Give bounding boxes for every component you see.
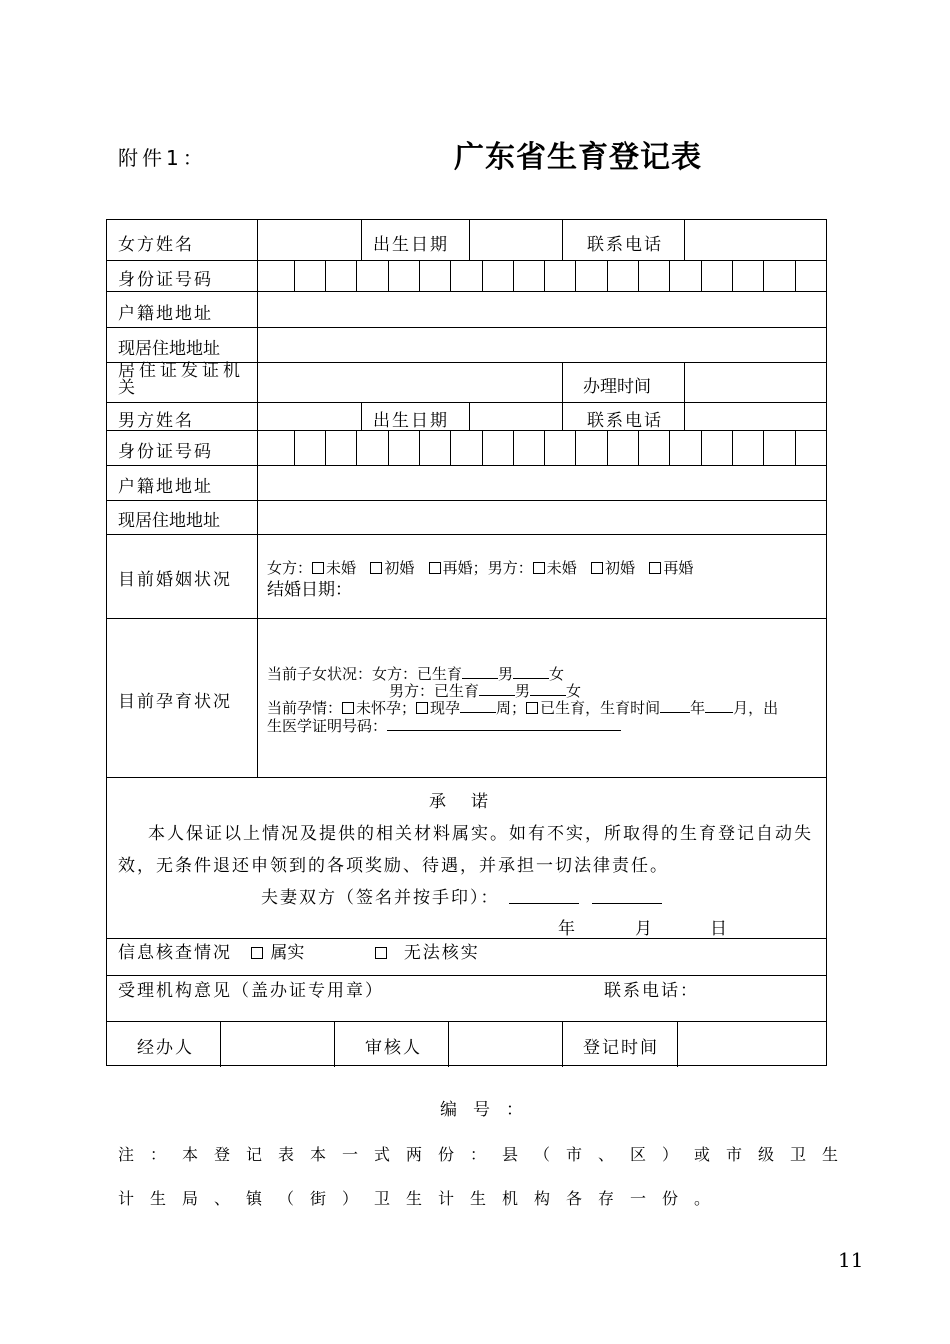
agency-opinion-label: 受理机构意见（盖办证专用章） <box>118 981 384 1001</box>
serial-number-label: 编号： <box>440 1100 539 1120</box>
checkbox-female-unmarried[interactable] <box>312 562 324 574</box>
registration-form <box>106 219 827 1066</box>
male-name-label: 男方姓名 <box>118 411 194 431</box>
note-line-2: 计生局、镇（街）卫生计生机构各存一份。 <box>118 1189 727 1208</box>
checkbox-male-remarried[interactable] <box>649 562 661 574</box>
female-phone-label: 联系电话 <box>587 235 663 255</box>
signature-line-1[interactable] <box>509 903 579 904</box>
verify-unverifiable-option: 无法核实 <box>375 938 480 963</box>
male-id-label: 身份证号码 <box>118 442 213 462</box>
promise-day: 日 <box>710 919 727 939</box>
pregnancy-status-label: 目前孕育状况 <box>118 692 232 712</box>
permit-authority-label: 居住证发证机关 <box>118 361 244 398</box>
marriage-date-label: 结婚日期： <box>267 580 352 600</box>
birth-cert-line: 生医学证明号码： <box>267 715 621 736</box>
promise-month: 月 <box>635 919 652 939</box>
checkbox-male-unmarried[interactable] <box>533 562 545 574</box>
promise-line-2: 效，无条件退还申领到的各项奖励、待遇，并承担一切法律责任。 <box>118 856 669 876</box>
female-id-label: 身份证号码 <box>118 270 213 290</box>
checkbox-pregnant[interactable] <box>416 702 428 714</box>
signature-line-2[interactable] <box>592 903 662 904</box>
female-current-address-label: 现居住地地址 <box>118 339 220 359</box>
page-number: 11 <box>838 1248 864 1272</box>
handle-time-label: 办理时间 <box>583 377 651 397</box>
female-children-line: 当前子女状况：女方：已生育 男 女 <box>267 665 565 683</box>
page-title: 广东省生育登记表 <box>454 140 702 175</box>
agency-phone-label: 联系电话： <box>604 981 699 1001</box>
female-huji-label: 户籍地地址 <box>118 304 213 324</box>
male-current-address-label: 现居住地地址 <box>118 511 220 531</box>
female-name-label: 女方姓名 <box>118 235 194 255</box>
verify-true-option: 属实 <box>251 938 304 963</box>
checkbox-male-first[interactable] <box>591 562 603 574</box>
promise-year: 年 <box>558 919 575 939</box>
checkbox-born[interactable] <box>526 702 538 714</box>
checkbox-female-first[interactable] <box>370 562 382 574</box>
male-birth-label: 出生日期 <box>373 411 449 431</box>
handler-label: 经办人 <box>137 1038 194 1058</box>
verify-label: 信息核查情况 <box>118 943 232 963</box>
marriage-options: 女方： 未婚 初婚 再婚；男方： 未婚 初婚 再婚 <box>267 559 694 577</box>
attachment-label: 附件1： <box>118 146 207 170</box>
note-line-1: 注：本登记表本一式两份：县（市、区）或市级卫生 <box>118 1145 855 1164</box>
registration-time-label: 登记时间 <box>583 1038 659 1058</box>
promise-title: 承 诺 <box>429 792 492 812</box>
promise-line-1: 本人保证以上情况及提供的相关材料属实。如有不实，所取得的生育登记自动失 <box>148 824 813 844</box>
checkbox-not-pregnant[interactable] <box>342 702 354 714</box>
current-pregnancy-line: 当前孕情： 未怀孕； 现孕 周； 已生育，生育时间 年 月，出 <box>267 699 779 717</box>
signature-label: 夫妻双方（签名并按手印）： <box>261 888 500 908</box>
checkbox-female-remarried[interactable] <box>429 562 441 574</box>
male-huji-label: 户籍地地址 <box>118 477 213 497</box>
male-phone-label: 联系电话 <box>587 411 663 431</box>
checkbox-verify-unverifiable[interactable] <box>375 947 387 959</box>
female-birth-label: 出生日期 <box>373 235 449 255</box>
reviewer-label: 审核人 <box>365 1038 422 1058</box>
male-children-line: 男方：已生育 男 女 <box>389 682 582 700</box>
checkbox-verify-true[interactable] <box>251 947 263 959</box>
marriage-status-label: 目前婚姻状况 <box>118 570 232 590</box>
